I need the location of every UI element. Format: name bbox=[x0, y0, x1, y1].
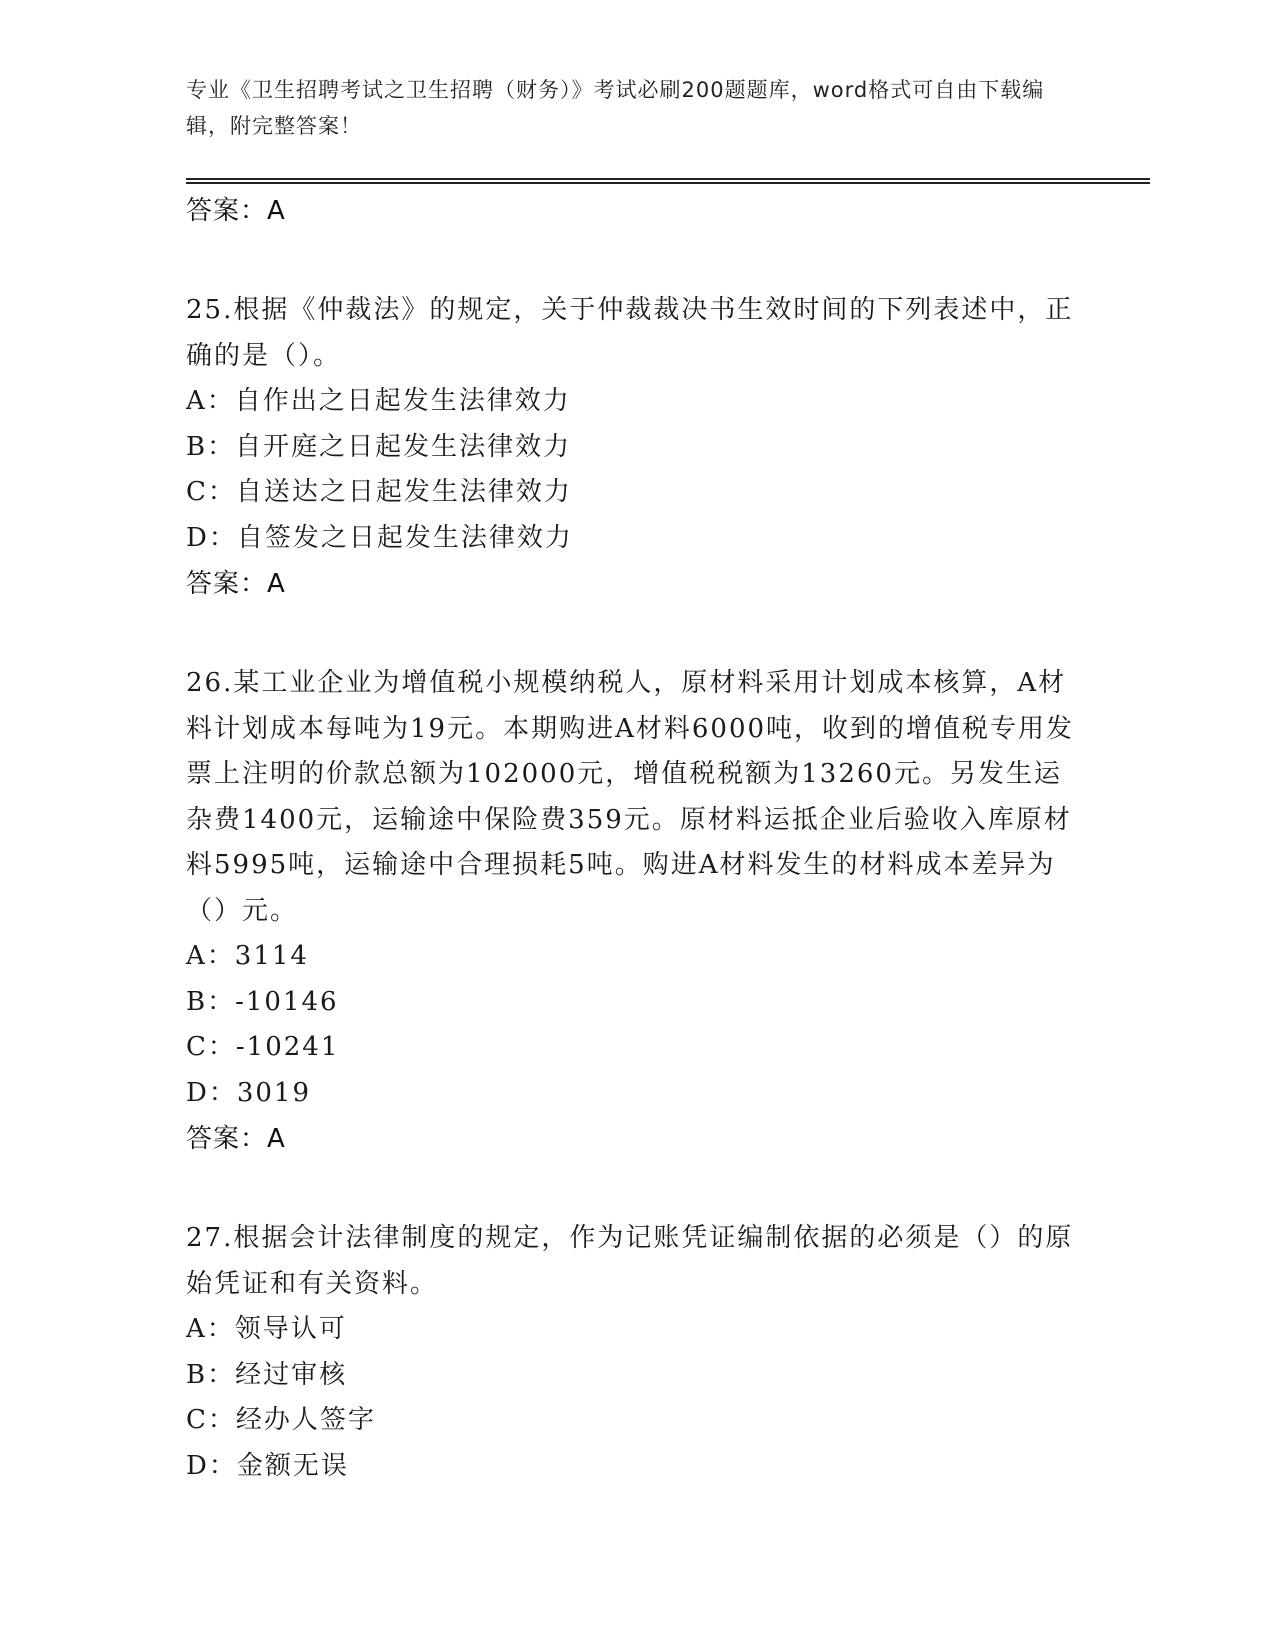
question-stem: 26.某工业企业为增值税小规模纳税人，原材料采用计划成本核算，A材料计划成本每吨为19元。本期购进A材料6000吨，收到的增值税专用发票上注明的价款总额为102000元，增值税税额为13260元。另发生运杂费1400元，运输途中保险费359元。原材料运抵企业后验收入库原材料5995吨，运输途中合理损耗5吨。购进A材料发生的材料成本差异为（）元。 bbox=[186, 668, 1075, 926]
option-d: D：3019 bbox=[186, 1077, 312, 1108]
question-25 bbox=[186, 288, 1086, 607]
question-stem: 25.根据《仲裁法》的规定，关于仲裁裁决书生效时间的下列表述中，正确的是（）。 bbox=[186, 295, 1074, 371]
option-d: D：金额无误 bbox=[186, 1450, 349, 1481]
question-27 bbox=[186, 1216, 1086, 1489]
document-header: 专业《卫生招聘考试之卫生招聘（财务）》考试必刷200题题库，word格式可自由下载编辑，附完整答案！ bbox=[186, 78, 1045, 138]
question-26 bbox=[186, 661, 1086, 1162]
spacer bbox=[186, 1162, 1086, 1216]
option-a: A：自作出之日起发生法律效力 bbox=[186, 386, 571, 416]
spacer bbox=[186, 607, 1086, 661]
option-b: B：-10146 bbox=[186, 986, 339, 1017]
option-d: D：自签发之日起发生法律效力 bbox=[186, 522, 573, 553]
option-c: C：-10241 bbox=[186, 1032, 340, 1062]
option-b: B：经过审核 bbox=[186, 1359, 348, 1390]
answer-line: 答案：A bbox=[186, 1124, 286, 1154]
option-a: A：领导认可 bbox=[186, 1314, 347, 1344]
spacer bbox=[186, 234, 1086, 288]
header-rule-bottom bbox=[186, 182, 1150, 184]
option-b: B：自开庭之日起发生法律效力 bbox=[186, 431, 572, 462]
answer-line: 答案：A bbox=[186, 569, 286, 599]
document-body bbox=[186, 186, 1086, 1489]
option-c: C：经办人签字 bbox=[186, 1405, 376, 1435]
option-c: C：自送达之日起发生法律效力 bbox=[186, 477, 572, 507]
answer-line: 答案：A bbox=[186, 196, 286, 226]
option-a: A：3114 bbox=[186, 941, 309, 971]
question-stem: 27.根据会计法律制度的规定，作为记账凭证编制依据的必须是（）的原始凭证和有关资料。 bbox=[186, 1223, 1074, 1299]
header-rule-top bbox=[186, 178, 1150, 180]
